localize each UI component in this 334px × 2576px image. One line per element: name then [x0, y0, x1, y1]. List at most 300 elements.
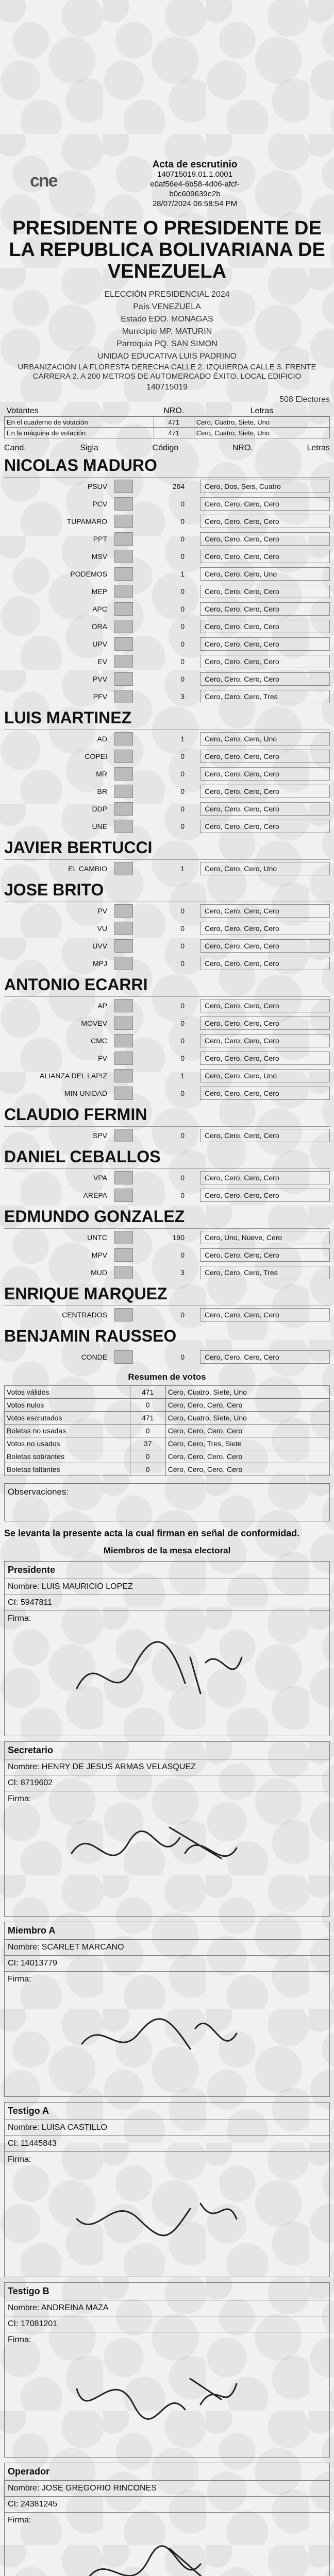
table-row [5, 1450, 330, 1463]
centro-address: URBANIZACION LA FLORESTA DERECHA CALLE 2. IZQUIERDA CALLE 3. FRENTE CARRERA 2. A 200 METROS DE AUTOMERCADO ÉXITO. LOCAL EDIFICIO [18, 363, 316, 381]
party-votes: 0 [180, 959, 185, 968]
member-block [4, 1561, 330, 1736]
party-row [4, 548, 330, 565]
party-sigla: FV [98, 1054, 107, 1062]
party-votes: 0 [180, 924, 185, 933]
member-firma [5, 1611, 329, 1736]
party-row [4, 600, 330, 618]
party-votes: 0 [180, 675, 185, 683]
summary-nro: 471 [130, 1386, 165, 1399]
party-logo-icon [114, 767, 133, 781]
party-logo-icon [114, 939, 133, 953]
signature-image [66, 1807, 252, 1894]
party-row [4, 618, 330, 635]
cne-logo [30, 166, 66, 197]
party-logo-icon [114, 1189, 133, 1202]
summary-nro: 0 [130, 1463, 165, 1476]
party-logo-icon [114, 532, 133, 546]
party-logo-icon [114, 999, 133, 1012]
votes-header-nro: NRO. [232, 444, 253, 452]
party-logo-icon [114, 620, 133, 633]
party-logo-icon [114, 1034, 133, 1047]
member-nombre: Nombre: SCARLET MARCANO [5, 1940, 329, 1956]
summary-letras: Cero, Cuatro, Siete, Uno [165, 1386, 329, 1399]
party-votes: 0 [180, 622, 185, 631]
party-votes-letras: Cero, Cero, Cero, Cero [200, 1052, 330, 1065]
party-row [4, 765, 330, 783]
party-votes: 0 [180, 752, 185, 760]
totals-col-letras: Letras [250, 406, 274, 415]
party-votes-letras: Cero, Cero, Cero, Cero [200, 1087, 330, 1100]
party-votes-letras: Cero, Cero, Cero, Uno [200, 1069, 330, 1082]
party-votes-letras: Cero, Cero, Cero, Cero [200, 957, 330, 970]
candidate-name: JAVIER BERTUCCI [4, 835, 330, 860]
summary-label: Boletas faltantes [5, 1463, 130, 1476]
party-sigla: MPV [91, 1251, 107, 1259]
member-role: Operador [5, 2463, 329, 2481]
member-ci: CI: 17081201 [5, 2316, 329, 2332]
observaciones-label: Observaciones: [8, 1487, 69, 1497]
acta-number: 140715019.01.1.0001 [157, 170, 232, 179]
party-logo-icon [114, 1248, 133, 1262]
member-nombre: Nombre: LUIS MAURICIO LOPEZ [5, 1579, 329, 1595]
members-list [4, 1561, 330, 2576]
party-logo-icon [114, 1350, 133, 1364]
candidate-name: CLAUDIO FERMIN [4, 1102, 330, 1127]
member-firma-label: Firma: [8, 1794, 31, 1803]
signature-image [66, 1626, 252, 1714]
party-sigla: UVV [92, 942, 107, 950]
summary-nro: 0 [130, 1450, 165, 1463]
member-block [4, 2102, 330, 2277]
party-sigla: MOVEV [81, 1019, 107, 1027]
summary-letras: Cero, Cero, Cero, Cero [165, 1463, 329, 1476]
party-votes-letras: Cero, Cero, Cero, Cero [200, 904, 330, 918]
member-nombre: Nombre: ANDREINA MAZA [5, 2300, 329, 2316]
party-votes: 0 [180, 787, 185, 795]
candidate-name: BENJAMIN RAUSSEO [4, 1324, 330, 1348]
acta-content [4, 0, 330, 2576]
candidate-name: JOSE BRITO [4, 877, 330, 902]
centro-name: UNIDAD EDUCATIVA LUIS PADRINO [97, 352, 237, 361]
summary-letras: Cero, Cero, Cero, Cero [165, 1425, 329, 1437]
candidate-name: NICOLAS MADURO [4, 453, 330, 478]
candidate-name: ENRIQUE MARQUEZ [4, 1281, 330, 1306]
party-sigla: PODEMOS [70, 570, 107, 578]
signature-stroke [87, 2546, 211, 2576]
summary-letras: Cero, Cuatro, Siete, Uno [165, 1412, 329, 1425]
party-row [4, 688, 330, 705]
member-nombre: Nombre: HENRY DE JESUS ARMAS VELASQUEZ [5, 1759, 329, 1775]
observaciones-box [4, 1483, 330, 1521]
party-sigla: MIN UNIDAD [64, 1089, 107, 1097]
party-row [4, 1032, 330, 1049]
party-logo-icon [114, 1308, 133, 1321]
member-role: Miembro A [5, 1922, 329, 1940]
summary-nro: 37 [130, 1437, 165, 1450]
party-votes-letras: Cero, Cero, Cero, Uno [200, 732, 330, 745]
party-votes-letras: Cero, Cero, Cero, Cero [200, 999, 330, 1012]
party-logo-icon [114, 1266, 133, 1279]
summary-label: Votos válidos [5, 1386, 130, 1399]
party-row [4, 670, 330, 688]
party-votes-letras: Cero, Cero, Cero, Cero [200, 750, 330, 763]
party-logo-icon [114, 1129, 133, 1142]
party-sigla: UPV [92, 640, 107, 648]
party-sigla: MEP [91, 587, 107, 596]
signature-image [66, 2348, 252, 2435]
member-role: Secretario [5, 1742, 329, 1759]
table-row [5, 1412, 330, 1425]
totals-nro: 471 [154, 428, 194, 438]
party-logo-icon [114, 497, 133, 511]
party-logo-icon [114, 802, 133, 816]
party-row [4, 495, 330, 513]
party-sigla: BR [97, 787, 107, 795]
party-votes-letras: Cero, Cero, Cero, Cero [200, 1350, 330, 1364]
party-row [4, 783, 330, 800]
signature-image [66, 1987, 252, 2075]
party-votes: 0 [180, 552, 185, 561]
party-votes-letras: Cero, Cero, Cero, Cero [200, 939, 330, 953]
member-role: Testigo A [5, 2103, 329, 2120]
party-votes: 0 [180, 535, 185, 543]
table-row [5, 1425, 330, 1437]
table-row [5, 428, 330, 438]
party-votes-letras: Cero, Cero, Cero, Uno [200, 862, 330, 875]
party-votes-letras: Cero, Cero, Cero, Tres [200, 690, 330, 703]
party-row [4, 1169, 330, 1187]
party-votes-letras: Cero, Cero, Cero, Cero [200, 550, 330, 563]
party-logo-icon [114, 480, 133, 493]
party-row [4, 530, 330, 548]
member-firma-label: Firma: [8, 2516, 31, 2524]
totals-nro: 471 [154, 417, 194, 428]
party-row [4, 902, 330, 920]
party-votes: 1 [180, 735, 185, 743]
party-votes-letras: Cero, Cero, Cero, Tres [200, 1266, 330, 1279]
party-votes: 0 [180, 942, 185, 950]
party-votes-letras: Cero, Cero, Cero, Cero [200, 767, 330, 781]
party-row [4, 997, 330, 1014]
electores-count: 508 Electores [279, 395, 330, 404]
signature-image [66, 2528, 252, 2576]
member-nombre: Nombre: LUISA CASTILLO [5, 2120, 329, 2136]
party-votes-letras: Cero, Cero, Cero, Cero [200, 1171, 330, 1184]
party-votes-letras: Cero, Cero, Cero, Cero [200, 1129, 330, 1142]
party-logo-icon [114, 1087, 133, 1100]
party-sigla: UNE [92, 822, 107, 831]
party-votes-letras: Cero, Dos, Seis, Cuatro [200, 480, 330, 493]
party-votes: 264 [172, 482, 185, 490]
member-firma [5, 1972, 329, 2096]
party-logo-icon [114, 672, 133, 686]
party-votes: 3 [180, 1268, 185, 1277]
party-row [4, 1229, 330, 1246]
party-votes: 3 [180, 692, 185, 701]
party-votes: 0 [180, 587, 185, 596]
party-votes-letras: Cero, Cero, Cero, Cero [200, 1308, 330, 1321]
miembros-title: Miembros de la mesa electoral [103, 1546, 231, 1555]
summary-label: Votos no usados [5, 1437, 130, 1450]
parroquia: Parroquia PQ. SAN SIMON [116, 340, 218, 348]
party-votes-letras: Cero, Cero, Cero, Cero [200, 602, 330, 616]
party-votes-letras: Cero, Cero, Cero, Cero [200, 820, 330, 833]
party-votes: 0 [180, 1174, 185, 1182]
summary-label: Votos nulos [5, 1399, 130, 1412]
municipio: Municipio MP. MATURIN [122, 327, 212, 336]
party-logo-icon [114, 1069, 133, 1082]
party-sigla: AP [97, 1002, 107, 1010]
candidate-name: DANIEL CEBALLOS [4, 1144, 330, 1169]
party-row [4, 1067, 330, 1084]
summary-letras: Cero, Cero, Tres, Siete [165, 1437, 329, 1450]
summary-nro: 471 [130, 1412, 165, 1425]
party-votes-letras: Cero, Cero, Cero, Cero [200, 785, 330, 798]
totals-col-nro: NRO. [163, 406, 185, 415]
candidate-name: ANTONIO ECARRI [4, 972, 330, 997]
party-sigla: AD [97, 735, 107, 743]
party-votes: 1 [180, 865, 185, 873]
estado: Estado EDO. MONAGAS [121, 315, 213, 324]
party-row [4, 1084, 330, 1102]
table-row [5, 1463, 330, 1476]
party-votes: 0 [180, 907, 185, 915]
party-row [4, 955, 330, 972]
summary-title: Resumen de votos [128, 1372, 206, 1382]
party-votes: 0 [180, 1311, 185, 1319]
party-sigla: TUPAMARO [66, 517, 107, 526]
signature-stroke [77, 2204, 237, 2235]
party-sigla: EL CAMBIO [68, 865, 107, 873]
party-votes: 0 [180, 500, 185, 508]
party-votes: 0 [180, 1089, 185, 1097]
party-sigla: CONDE [81, 1353, 107, 1361]
party-votes-letras: Cero, Cero, Cero, Uno [200, 567, 330, 581]
summary-letras: Cero, Cero, Cero, Cero [165, 1399, 329, 1412]
party-sigla: VU [97, 924, 107, 933]
acta-code-1: e0af56e4-6b58-4d06-afcf- [150, 180, 240, 189]
party-logo-icon [114, 690, 133, 703]
party-votes: 0 [180, 1002, 185, 1010]
party-votes: 0 [180, 1251, 185, 1259]
totals-label: En el cuaderno de votación [5, 417, 154, 428]
party-votes: 0 [180, 822, 185, 831]
party-logo-icon [114, 862, 133, 875]
party-votes: 1 [180, 1072, 185, 1080]
table-row [5, 1386, 330, 1399]
party-sigla: ALIANZA DEL LAPIZ [40, 1072, 107, 1080]
table-row [5, 1437, 330, 1450]
member-firma [5, 2513, 329, 2576]
party-votes: 0 [180, 770, 185, 778]
party-sigla: MPJ [93, 959, 107, 968]
party-logo-icon [114, 1016, 133, 1030]
party-sigla: DDP [92, 805, 107, 813]
party-row [4, 1246, 330, 1264]
party-sigla: PPT [93, 535, 107, 543]
party-logo-icon [114, 567, 133, 581]
party-sigla: CENTRADOS [62, 1311, 107, 1319]
summary-label: Votos escrutados [5, 1412, 130, 1425]
party-sigla: SPV [92, 1131, 107, 1140]
party-sigla: COPEI [85, 752, 107, 760]
party-votes: 0 [180, 1037, 185, 1045]
votes-header [4, 444, 330, 453]
member-ci: CI: 14013779 [5, 1956, 329, 1972]
party-votes-letras: Cero, Cero, Cero, Cero [200, 802, 330, 816]
party-logo-icon [114, 550, 133, 563]
totals-label: En la máquina de votación [5, 428, 154, 438]
cne-logo-text: cne [30, 171, 57, 191]
party-row [4, 1306, 330, 1324]
party-votes-letras: Cero, Cero, Cero, Cero [200, 1248, 330, 1262]
party-row [4, 920, 330, 937]
party-logo-icon [114, 585, 133, 598]
summary-label: Boletas sobrantes [5, 1450, 130, 1463]
party-row [4, 513, 330, 530]
member-block [4, 2282, 330, 2458]
party-row [4, 800, 330, 818]
party-row [4, 478, 330, 495]
party-row [4, 937, 330, 955]
party-votes-letras: Cero, Cero, Cero, Cero [200, 497, 330, 511]
party-logo-icon [114, 922, 133, 935]
party-logo-icon [114, 904, 133, 918]
party-votes-letras: Cero, Cero, Cero, Cero [200, 620, 330, 633]
totals-col-votantes: Votantes [6, 406, 39, 415]
votes-header-sigla: Sigla [80, 444, 98, 452]
party-votes: 0 [180, 657, 185, 666]
party-logo-icon [114, 1052, 133, 1065]
acta-header-text [71, 160, 319, 209]
centro-code: 140715019 [146, 383, 188, 392]
party-row [4, 1014, 330, 1032]
party-votes: 0 [180, 805, 185, 813]
member-firma [5, 2152, 329, 2277]
member-firma [5, 1791, 329, 1916]
party-row [4, 1127, 330, 1144]
summary-label: Boletas no usadas [5, 1425, 130, 1437]
party-sigla: EV [97, 657, 107, 666]
party-sigla: APC [92, 605, 107, 613]
party-logo-icon [114, 1231, 133, 1244]
party-sigla: PVV [92, 675, 107, 683]
party-votes-letras: Cero, Cero, Cero, Cero [200, 922, 330, 935]
party-votes: 0 [180, 1054, 185, 1062]
party-votes: 0 [180, 1191, 185, 1199]
party-logo-icon [114, 785, 133, 798]
party-sigla: VPA [93, 1174, 107, 1182]
party-logo-icon [114, 750, 133, 763]
party-sigla: UNTC [87, 1233, 107, 1242]
party-row [4, 1049, 330, 1067]
party-votes-letras: Cero, Cero, Cero, Cero [200, 655, 330, 668]
party-sigla: MSV [91, 552, 107, 561]
member-ci: CI: 8719602 [5, 1775, 329, 1791]
party-logo-icon [114, 957, 133, 970]
member-block [4, 1922, 330, 2097]
signature-stroke [77, 1642, 242, 1693]
party-row [4, 583, 330, 600]
member-ci: CI: 11445843 [5, 2136, 329, 2152]
summary-nro: 0 [130, 1425, 165, 1437]
member-firma-label: Firma: [8, 2155, 31, 2164]
votes-header-letras: Letras [307, 444, 330, 452]
member-ci: CI: 5947811 [5, 1595, 329, 1611]
table-row [5, 1399, 330, 1412]
party-logo-icon [114, 602, 133, 616]
party-sigla: MR [96, 770, 107, 778]
signature-stroke [72, 1827, 237, 1858]
party-sigla: CMC [91, 1037, 107, 1045]
acta-code-2: b0c609639e2b [169, 190, 221, 198]
party-votes-letras: Cero, Cero, Cero, Cero [200, 1016, 330, 1030]
party-row [4, 818, 330, 835]
party-logo-icon [114, 515, 133, 528]
party-sigla: ORA [91, 622, 107, 631]
party-logo-icon [114, 1171, 133, 1184]
party-votes-letras: Cero, Cero, Cero, Cero [200, 637, 330, 651]
pais: País VENEZUELA [133, 302, 201, 311]
member-firma-label: Firma: [8, 1614, 31, 1623]
candidate-name: EDMUNDO GONZALEZ [4, 1204, 330, 1229]
party-row [4, 730, 330, 748]
election-name: ELECCIÓN PRESIDENCIAL 2024 [104, 290, 230, 299]
party-logo-icon [114, 655, 133, 668]
party-votes: 0 [180, 640, 185, 648]
signature-stroke [77, 2379, 237, 2419]
member-firma [5, 2332, 329, 2457]
acta-datetime: 28/07/2024 06:58:54 PM [152, 199, 238, 208]
party-sigla: AREPA [83, 1191, 107, 1199]
party-sigla: PSUV [87, 482, 107, 490]
party-votes-letras: Cero, Cero, Cero, Cero [200, 532, 330, 546]
party-votes: 0 [180, 517, 185, 526]
member-ci: CI: 24381245 [5, 2497, 329, 2513]
party-sigla: PFV [93, 692, 107, 701]
party-row [4, 1187, 330, 1204]
member-role: Testigo B [5, 2283, 329, 2300]
party-sigla: MUD [91, 1268, 107, 1277]
totals-letras: Cero, Cuatro, Siete, Uno [194, 428, 329, 438]
party-row [4, 1348, 330, 1366]
summary-letras: Cero, Cero, Cero, Cero [165, 1450, 329, 1463]
member-block [4, 2463, 330, 2576]
page-title: PRESIDENTE O PRESIDENTE DE LA REPUBLICA BOLIVARIANA DE VENEZUELA [9, 217, 325, 282]
party-logo-icon [114, 820, 133, 833]
acta-header [4, 0, 330, 216]
party-votes-letras: Cero, Cero, Cero, Cero [200, 585, 330, 598]
party-row [4, 565, 330, 583]
candidate-name: LUIS MARTINEZ [4, 705, 330, 730]
party-logo-icon [114, 637, 133, 651]
candidates-list [4, 453, 330, 1366]
party-votes-letras: Cero, Cero, Cero, Cero [200, 1189, 330, 1202]
party-row [4, 635, 330, 653]
party-votes: 0 [180, 605, 185, 613]
party-votes: 0 [180, 1353, 185, 1361]
conformity-note: Se levanta la presente acta la cual firman en señal de conformidad. [4, 1528, 300, 1538]
party-row [4, 1264, 330, 1281]
member-firma-label: Firma: [8, 1975, 31, 1984]
totals-table [4, 406, 330, 438]
totals-letras: Cero, Cuatro, Siete, Uno [194, 417, 329, 428]
summary-nro: 0 [130, 1399, 165, 1412]
party-sigla: PV [97, 907, 107, 915]
party-votes: 0 [180, 1019, 185, 1027]
party-votes: 1 [180, 570, 185, 578]
